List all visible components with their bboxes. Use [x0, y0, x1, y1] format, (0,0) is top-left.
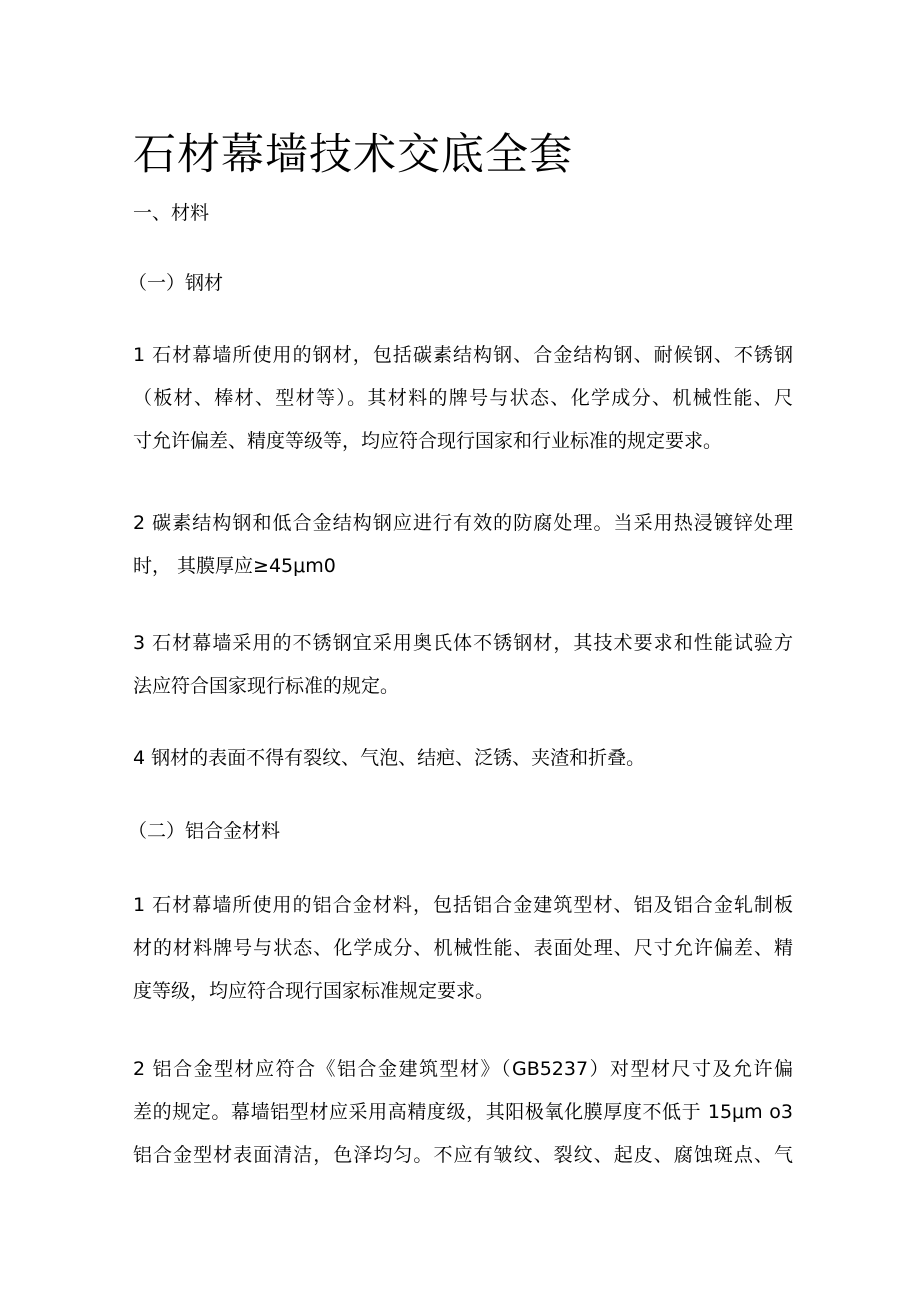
paragraph-line: 时， 其膜厚应≥45μm0: [133, 555, 336, 577]
subsection-heading-steel: （一）钢材: [128, 272, 224, 294]
paragraph-steel-3: [133, 630, 793, 699]
paragraph-line: 2 碳素结构钢和低合金结构钢应进行有效的防腐处理。当采用热浸镀锌处理: [133, 512, 793, 534]
paragraph-aluminum-1: [133, 892, 793, 1004]
paragraph-line: 铝合金型材表面清洁，色泽均匀。不应有皱纹、裂纹、起皮、腐蚀斑点、气: [133, 1144, 793, 1166]
paragraph-line: （板材、棒材、型材等）。其材料的牌号与状态、化学成分、机械性能、尺: [133, 387, 793, 409]
paragraph-line: 法应符合国家现行标准的规定。: [133, 675, 400, 697]
paragraph-line: 2 铝合金型材应符合《铝合金建筑型材》（GB5237）对型材尺寸及允许偏: [133, 1058, 793, 1080]
paragraph-steel-4: [133, 745, 793, 771]
paragraph-line: 1 石材幕墙所使用的铝合金材料，包括铝合金建筑型材、铝及铝合金轧制板: [133, 894, 793, 916]
paragraph-aluminum-2: [133, 1056, 793, 1168]
paragraph-line: 寸允许偏差、精度等级等，均应符合现行国家和行业标准的规定要求。: [133, 430, 723, 452]
paragraph-line: 材的材料牌号与状态、化学成分、机械性能、表面处理、尺寸允许偏差、精: [133, 937, 793, 959]
paragraph-line: 3 石材幕墙采用的不锈钢宜采用奥氏体不锈钢材，其技术要求和性能试验方: [133, 632, 793, 654]
document-title: 石材幕墙技术交底全套: [133, 130, 573, 180]
paragraph-line: 4 钢材的表面不得有裂纹、气泡、结疤、泛锈、夹渣和折叠。: [133, 747, 646, 769]
paragraph-line: 1 石材幕墙所使用的钢材，包括碳素结构钢、合金结构钢、耐候钢、不锈钢: [133, 344, 793, 366]
paragraph-steel-2: [133, 510, 793, 579]
paragraph-line: 差的规定。幕墙铝型材应采用高精度级，其阳极氧化膜厚度不低于 15μm o3: [133, 1101, 793, 1123]
paragraph-line: 度等级，均应符合现行国家标准规定要求。: [133, 980, 495, 1002]
paragraph-steel-1: [133, 342, 793, 454]
subsection-heading-aluminum: （二）铝合金材料: [128, 820, 281, 842]
section-heading-materials: 一、材料: [133, 202, 210, 224]
